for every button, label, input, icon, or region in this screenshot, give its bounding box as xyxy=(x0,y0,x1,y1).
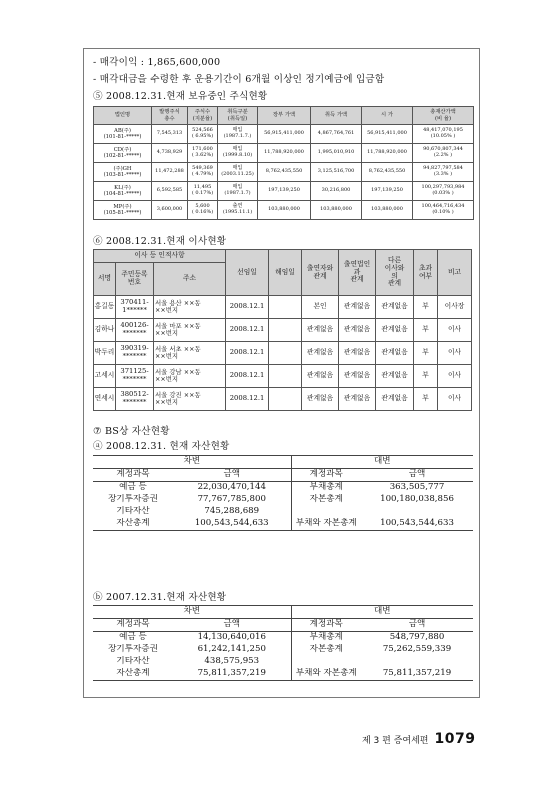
bs-cell: 61,242,141,250 xyxy=(173,644,291,656)
stock-cell: 3,125,516,700 xyxy=(311,163,362,182)
stock-cell: 90,670,807,344 (2.2% ) xyxy=(413,144,474,163)
stock-cell: 103,880,000 xyxy=(311,201,362,220)
bs-cell: 장기투자증권 xyxy=(108,494,158,505)
bs2007-credit-label: 대변 xyxy=(291,606,473,619)
director-cell: 390319- ******* xyxy=(116,342,154,365)
page-footer xyxy=(362,731,475,747)
director-col-founder-relation: 출연자와 관계 xyxy=(302,250,339,296)
director-cell: 400126- ******* xyxy=(116,319,154,342)
table-row xyxy=(94,125,474,144)
table-row xyxy=(93,506,473,518)
stock-header-cell: 취득 가액 xyxy=(311,107,362,125)
director-cell: 이사 xyxy=(438,365,472,388)
stock-cell: 11,495 ( 0.17%) xyxy=(188,182,218,201)
bs2008-title: ⓐ 2008.12.31. 현재 자산현황 xyxy=(93,441,230,452)
bs2007-col-item-credit: 계정과목 xyxy=(291,619,361,632)
table-row xyxy=(94,296,472,319)
director-section-title: ⑥ 2008.12.31.현재 이사현황 xyxy=(93,236,227,247)
director-col-appointed: 선임일 xyxy=(226,250,269,296)
table-row xyxy=(94,163,474,182)
director-cell: 2008.12.1 xyxy=(226,296,269,319)
bs-cell: 부채와 자본총계 xyxy=(291,518,361,531)
director-cell: 관계없음 xyxy=(376,319,414,342)
stock-cell: (주)GH (103-81-*****) xyxy=(94,163,152,182)
table-row xyxy=(94,388,472,411)
table-row xyxy=(94,144,474,163)
stock-header-cell: 법인명 xyxy=(94,107,152,125)
director-cell: 관계없음 xyxy=(376,388,414,411)
bs-cell: 장기투자증권 xyxy=(108,644,158,655)
director-cell: 서울 마포 ××동 ××번지 xyxy=(154,319,226,342)
director-cell: 2008.12.1 xyxy=(226,319,269,342)
bs-cell: 22,030,470,144 xyxy=(173,482,291,495)
table-row xyxy=(93,518,473,531)
bs-cell xyxy=(291,656,361,668)
bs-cell: 기타자산 xyxy=(116,506,150,517)
stock-cell: 6,592,585 xyxy=(152,182,188,201)
bs2008-debit-label: 차변 xyxy=(93,456,291,469)
director-cell xyxy=(269,296,302,319)
bs2008-col-amount-credit: 금액 xyxy=(361,469,473,482)
bs-cell xyxy=(291,506,361,518)
bs2008-col-amount-debit: 금액 xyxy=(173,469,291,482)
director-cell: 본인 xyxy=(302,296,339,319)
stock-cell: 103,880,000 xyxy=(362,201,413,220)
table-row xyxy=(93,656,473,668)
bs-cell: 기타자산 xyxy=(116,656,150,667)
director-table-header-row1 xyxy=(94,250,472,263)
table-row xyxy=(94,182,474,201)
director-cell xyxy=(269,319,302,342)
director-cell: 부 xyxy=(414,296,438,319)
bs-cell: 자산총계 xyxy=(93,668,173,681)
stock-header-cell: 취득구분 (취득일) xyxy=(218,107,258,125)
stock-cell: 5,600 ( 0.16%) xyxy=(188,201,218,220)
bs2008-col-item-credit: 계정과목 xyxy=(291,469,361,482)
bs2007-title: ⓑ 2007.12.31.현재 자산현황 xyxy=(93,592,227,603)
director-col-corp-relation: 출연법인 과 관계 xyxy=(339,250,376,296)
stock-cell: 4,738,929 xyxy=(152,144,188,163)
stock-header-cell: 시 가 xyxy=(362,107,413,125)
bs2008-table xyxy=(93,455,473,531)
bs-cell: 자본총계 xyxy=(309,644,343,655)
bs-cell: 438,575,953 xyxy=(173,656,291,668)
director-cell: 370411- 1****** xyxy=(116,296,154,319)
stock-cell: 103,880,000 xyxy=(258,201,311,220)
stock-cell: 3,600,000 xyxy=(152,201,188,220)
stock-cell: 100,464,716,434 (0.10% ) xyxy=(413,201,474,220)
stock-header-cell: 발행주식 총수 xyxy=(152,107,188,125)
director-col-excess: 초과 여부 xyxy=(414,250,438,296)
bs-cell: 예금 등 xyxy=(119,632,147,643)
stock-cell: 11,472,288 xyxy=(152,163,188,182)
stock-cell: 11,788,920,000 xyxy=(258,144,311,163)
director-cell: 관계없음 xyxy=(302,319,339,342)
director-cell: 관계없음 xyxy=(376,342,414,365)
director-cell: 부 xyxy=(414,319,438,342)
director-cell: 380512- ******* xyxy=(116,388,154,411)
stock-cell: 197,139,250 xyxy=(258,182,311,201)
bs-cell: 100,543,544,633 xyxy=(173,518,291,531)
bs2007-col-amount-debit: 금액 xyxy=(173,619,291,632)
stock-cell: 출연 (1995.11.1) xyxy=(218,201,258,220)
director-cell: 2008.12.1 xyxy=(226,388,269,411)
director-cell: 이사장 xyxy=(438,296,472,319)
table-row xyxy=(93,668,473,681)
director-cell: 관계없음 xyxy=(339,342,376,365)
director-cell: 관계없음 xyxy=(302,342,339,365)
table-row xyxy=(93,482,473,495)
document-frame xyxy=(83,48,480,698)
bs-cell: 14,130,640,016 xyxy=(173,632,291,645)
stock-cell: 94,827,797,584 (3.3% ) xyxy=(413,163,474,182)
stock-cell: 197,139,250 xyxy=(362,182,413,201)
stock-table xyxy=(93,106,474,220)
bs-cell: 745,288,689 xyxy=(173,506,291,518)
table-row xyxy=(93,632,473,645)
director-cell: 고세시 xyxy=(94,365,116,388)
stock-cell: 매입 (2003.11.25) xyxy=(218,163,258,182)
director-cell: 서울 서초 ××동 ××번지 xyxy=(154,342,226,365)
director-cell: 이사 xyxy=(438,319,472,342)
bs-cell: 100,543,544,633 xyxy=(361,518,473,531)
stock-cell: 매입 (1999.8.10) xyxy=(218,144,258,163)
table-row xyxy=(94,319,472,342)
bs-cell: 부채와 자본총계 xyxy=(291,668,361,681)
table-row xyxy=(93,494,473,506)
stock-cell: 8,762,435,550 xyxy=(362,163,413,182)
director-cell: 관계없음 xyxy=(376,365,414,388)
director-cell: 부 xyxy=(414,388,438,411)
director-cell: 관계없음 xyxy=(302,365,339,388)
bs2007-col-row xyxy=(93,619,473,632)
director-cell: 서울 강진 ××동 ××번지 xyxy=(154,388,226,411)
director-cell: 서울 용산 ××동 ××번지 xyxy=(154,296,226,319)
director-cell: 부 xyxy=(414,342,438,365)
deposit-line: - 매각대금을 수령한 후 운용기간이 6개월 이상인 정기예금에 입금함 xyxy=(93,74,385,85)
director-col-name: 서명 xyxy=(94,263,116,296)
stock-cell: 4,867,764,761 xyxy=(311,125,362,144)
bs-cell: 77,767,785,800 xyxy=(173,494,291,506)
stock-cell: CD(주) (102-81-*****) xyxy=(94,144,152,163)
director-cell: 관계없음 xyxy=(302,388,339,411)
director-col-remarks: 비고 xyxy=(438,250,472,296)
bs-cell: 75,811,357,219 xyxy=(361,668,473,681)
gain-line: - 매각이익 : 1,865,600,000 xyxy=(93,57,221,68)
stock-cell: 524,566 ( 6.95%) xyxy=(188,125,218,144)
bs2008-credit-label: 대변 xyxy=(291,456,473,469)
table-row xyxy=(93,644,473,656)
bs2007-table xyxy=(93,605,473,681)
director-cell: 연세시 xyxy=(94,388,116,411)
bs-cell: 75,262,559,339 xyxy=(382,644,452,655)
bs-section-title: ⑦ BS상 자산현황 xyxy=(93,426,170,437)
stock-header-cell: 장부 가액 xyxy=(258,107,311,125)
director-col-address: 주소 xyxy=(154,263,226,296)
bs-cell: 100,180,038,856 xyxy=(380,494,454,505)
stock-cell: 8,762,435,550 xyxy=(258,163,311,182)
table-row xyxy=(94,365,472,388)
bs-cell xyxy=(361,506,473,518)
director-group-header: 이사 등 인적사항 xyxy=(94,250,226,263)
stock-cell: MP(주) (105-81-*****) xyxy=(94,201,152,220)
director-col-dismissed: 해임일 xyxy=(269,250,302,296)
director-cell: 홍길동 xyxy=(94,296,116,319)
director-cell: 이사 xyxy=(438,342,472,365)
stock-cell: 11,788,920,000 xyxy=(362,144,413,163)
bs-cell: 부채총계 xyxy=(309,482,343,493)
stock-section-title: ⑤ 2008.12.31.현재 보유중인 주식현황 xyxy=(93,91,268,102)
director-cell: 관계없음 xyxy=(376,296,414,319)
stock-header-cell: 총재산가액 (비 율) xyxy=(413,107,474,125)
director-table xyxy=(93,249,472,411)
bs2008-col-item-debit: 계정과목 xyxy=(93,469,173,482)
director-cell: 관계없음 xyxy=(339,296,376,319)
bs-cell xyxy=(361,656,473,668)
stock-cell: 매입 (1987.1.7) xyxy=(218,182,258,201)
stock-table-header xyxy=(94,107,474,125)
bs2007-side-row xyxy=(93,606,473,619)
director-cell: 부 xyxy=(414,365,438,388)
director-cell: 관계없음 xyxy=(339,319,376,342)
stock-cell: 56,915,411,000 xyxy=(362,125,413,144)
page-number: 1079 xyxy=(434,731,476,747)
bs-cell: 예금 등 xyxy=(119,482,147,493)
stock-cell: 171,600 ( 3.62%) xyxy=(188,144,218,163)
stock-cell: 1,995,010,910 xyxy=(311,144,362,163)
director-cell xyxy=(269,342,302,365)
director-cell: 관계없음 xyxy=(339,388,376,411)
bs2008-side-row xyxy=(93,456,473,469)
stock-cell: 매입 (1987.1.7.) xyxy=(218,125,258,144)
bs-cell: 자산총계 xyxy=(93,518,173,531)
bs2007-debit-label: 차변 xyxy=(93,606,291,619)
stock-cell: 100,297,793,984 (0.03% ) xyxy=(413,182,474,201)
stock-cell: 7,545,313 xyxy=(152,125,188,144)
director-cell: 관계없음 xyxy=(339,365,376,388)
director-cell xyxy=(269,388,302,411)
director-cell: 2008.12.1 xyxy=(226,365,269,388)
bs2007-col-amount-credit: 금액 xyxy=(361,619,473,632)
table-row xyxy=(94,201,474,220)
director-cell: 2008.12.1 xyxy=(226,342,269,365)
director-cell: 371125- ******* xyxy=(116,365,154,388)
bs2007-col-item-debit: 계정과목 xyxy=(93,619,173,632)
director-cell: 서울 강남 ××동 ××번지 xyxy=(154,365,226,388)
stock-cell: 549,369 ( 4.79%) xyxy=(188,163,218,182)
bs-cell: 부채총계 xyxy=(309,632,343,643)
stock-cell: 48,417,070,195 (10.05% ) xyxy=(413,125,474,144)
director-col-resident-no: 주민등록 번호 xyxy=(116,263,154,296)
director-col-other-director-relation: 다른 이사와 의 관계 xyxy=(376,250,414,296)
bs-cell: 75,811,357,219 xyxy=(173,668,291,681)
table-row xyxy=(94,342,472,365)
stock-cell: AB(주) (101-81-*****) xyxy=(94,125,152,144)
stock-cell: 56,915,411,000 xyxy=(258,125,311,144)
stock-cell: KL(주) (104-81-*****) xyxy=(94,182,152,201)
director-cell xyxy=(269,365,302,388)
director-cell: 이사 xyxy=(438,388,472,411)
bs-cell: 548,797,880 xyxy=(389,632,445,643)
footer-chapter: 제 3 편 증여세편 xyxy=(362,736,429,746)
bs2008-col-row xyxy=(93,469,473,482)
bs-cell: 363,505,777 xyxy=(389,482,445,493)
stock-header-cell: 주식수 (지분율) xyxy=(188,107,218,125)
bs-cell: 자본총계 xyxy=(309,494,343,505)
director-cell: 김하나 xyxy=(94,319,116,342)
stock-cell: 30,216,800 xyxy=(311,182,362,201)
director-cell: 박두리 xyxy=(94,342,116,365)
